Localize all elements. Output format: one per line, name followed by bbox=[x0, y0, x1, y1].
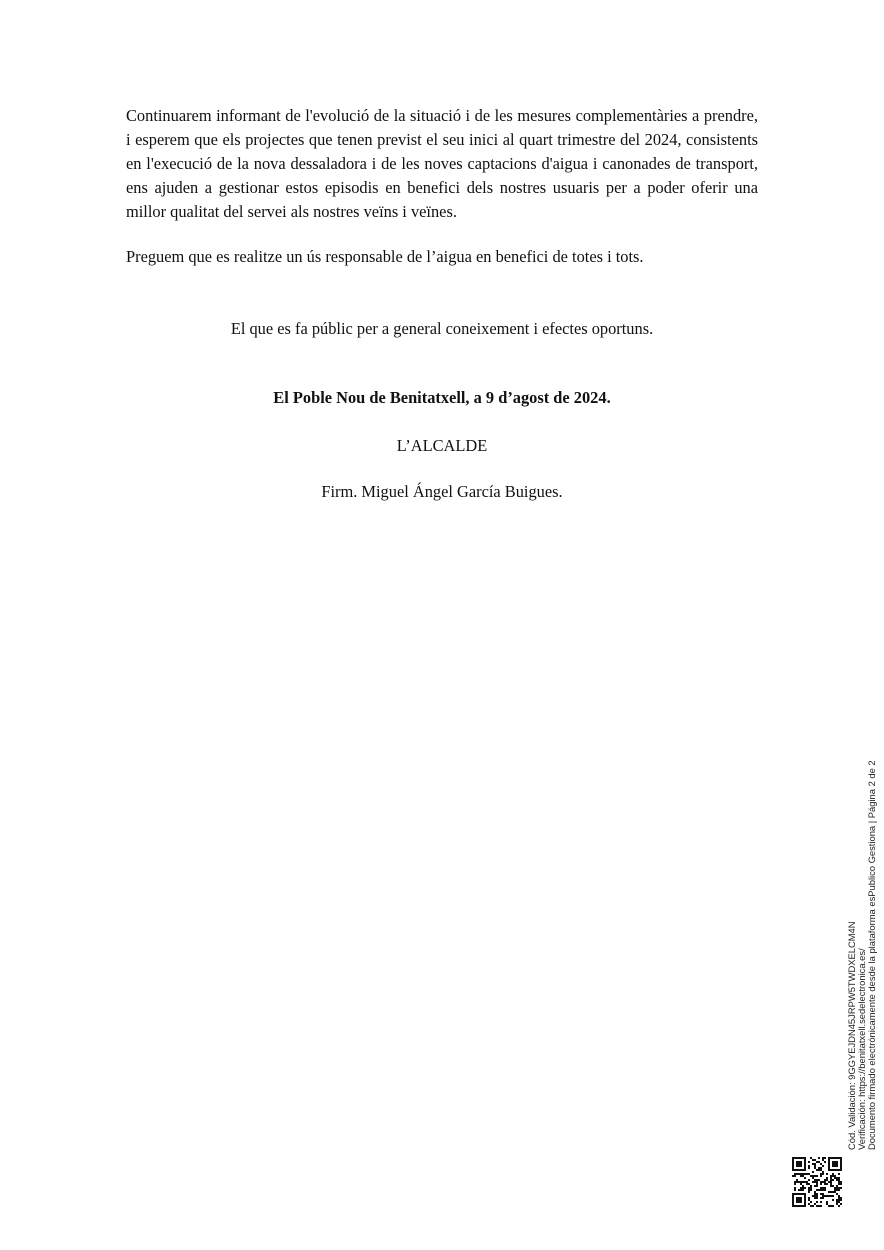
body-paragraph-2: Preguem que es realitze un ús responsable de l’aigua en benefici de totes i tots. bbox=[126, 247, 644, 266]
signer-title: L’ALCALDE bbox=[396, 436, 488, 455]
validation-stamp bbox=[847, 760, 877, 1150]
signature-line: Firm. Miguel Ángel García Buigues. bbox=[321, 482, 563, 501]
validation-code: Cód. Validación: 9GGYEJDN45JRPW5TWDXELCM4N bbox=[846, 921, 857, 1150]
qr-code-icon bbox=[792, 1157, 842, 1207]
date-line: El Poble Nou de Benitatxell, a 9 d’agost de 2024. bbox=[273, 388, 611, 407]
body-paragraph-1: Continuarem informant de l'evolució de la situació i de les mesures complementàries a prendre, i esperem que els projectes que tenen previst el seu inici al quart trimestre del 2024, consistents en l'execució de la nova dessaladora i de les noves captacions d'aigua i canonades de transport, ens ajuden a gestionar estos episodis en benefici dels nostres usuaris per a poder oferir una millor qualitat del servei als nostres veïns i veïnes. bbox=[126, 106, 758, 221]
public-notice: El que es fa públic per a general coneixement i efectes oportuns. bbox=[230, 319, 654, 338]
signature-platform-note: Documento firmado electrónicamente desde la plataforma esPublico Gestiona | Página 2 de 2 bbox=[866, 760, 877, 1150]
verification-url: Verificación: https://benitatxell.sedelectronica.es/ bbox=[856, 948, 867, 1150]
